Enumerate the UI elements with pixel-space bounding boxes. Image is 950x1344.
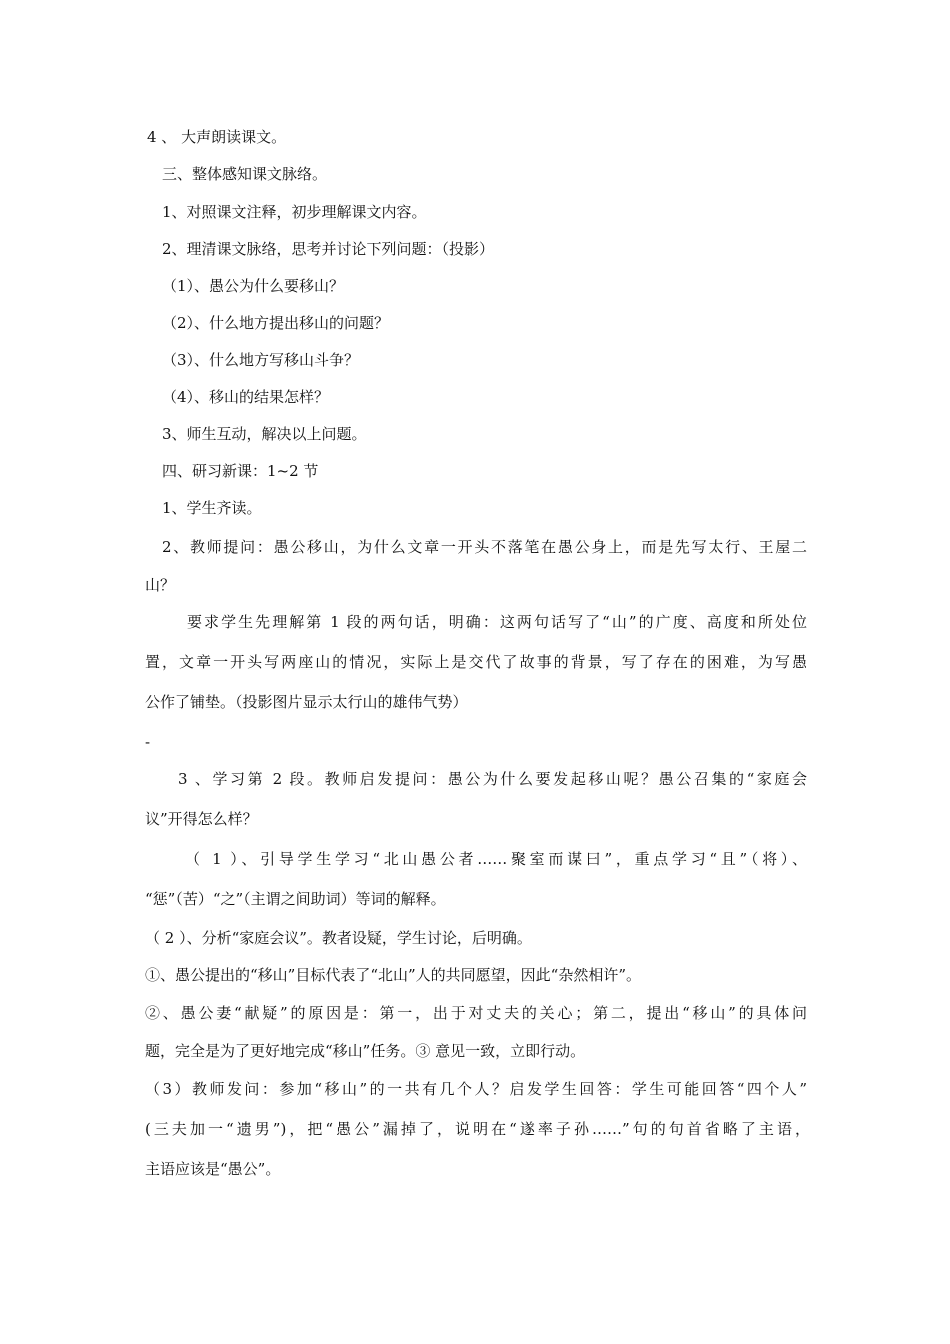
list-item: （1）、愚公为什么要移山？ xyxy=(162,277,345,295)
text-line: ①、愚公提出的“移山”目标代表了“北山”人的共同愿望，因此“杂然相许”。 xyxy=(145,966,642,984)
text-line: 主语应该是“愚公”。 xyxy=(145,1160,281,1178)
list-item: （4）、移山的结果怎样？ xyxy=(162,388,330,406)
list-item: （3）、什么地方写移山斗争？ xyxy=(162,351,360,369)
text-line: 议”开得怎么样？ xyxy=(145,810,258,828)
text-line: “惩”（苦）“之”（主谓之间助词）等词的解释。 xyxy=(145,890,446,908)
text-line: 4 、 大声朗读课文。 xyxy=(147,128,287,146)
text-line: 2、教师提问：愚公移山，为什么文章一开头不落笔在愚公身上，而是先写太行、王屋二 xyxy=(162,538,807,556)
text-line: 3、师生互动，解决以上问题。 xyxy=(162,425,367,443)
text-line: 1、学生齐读。 xyxy=(162,499,262,517)
section-heading: 四、研习新课：1~2 节 xyxy=(162,462,319,480)
text-line: 3 、学习第 2 段。教师启发提问：愚公为什么要发起移山呢？愚公召集的“家庭会 xyxy=(178,770,807,788)
text-line: 2、理清课文脉络，思考并讨论下列问题：（投影） xyxy=(162,240,495,258)
text-line: （ 2 ）、分析“家庭会议”。教者设疑，学生讨论，后明确。 xyxy=(145,929,532,947)
list-item: （2）、什么地方提出移山的问题？ xyxy=(162,314,390,332)
dash-mark: - xyxy=(145,733,151,751)
text-line: 山？ xyxy=(145,576,176,594)
text-line: (三夫加一“遗男”)，把“愚公”漏掉了，说明在“遂率子孙……”句的句首省略了主语， xyxy=(145,1120,810,1138)
text-line: 置，文章一开头写两座山的情况，实际上是交代了故事的背景，写了存在的困难，为写愚 xyxy=(145,653,807,671)
text-line: 公作了铺垫。（投影图片显示太行山的雄伟气势） xyxy=(145,693,468,711)
text-line: 题，完全是为了更好地完成“移山”任务。③ 意见一致，立即行动。 xyxy=(145,1042,586,1060)
text-line: （ 1 ）、引导学生学习“北山愚公者……聚室而谋曰”，重点学习“且”（将）、 xyxy=(185,850,807,868)
text-line: ②、愚公妻“献疑”的原因是：第一，出于对丈夫的关心；第二，提出“移山”的具体问 xyxy=(145,1004,807,1022)
section-heading: 三、整体感知课文脉络。 xyxy=(162,165,328,183)
text-line: （3）教师发问：参加“移山”的一共有几个人？启发学生回答：学生可能回答“四个人” xyxy=(145,1080,807,1098)
text-line: 要求学生先理解第 1 段的两句话，明确：这两句话写了“山”的广度、高度和所处位 xyxy=(187,613,807,631)
text-line: 1、对照课文注释，初步理解课文内容。 xyxy=(162,203,427,221)
